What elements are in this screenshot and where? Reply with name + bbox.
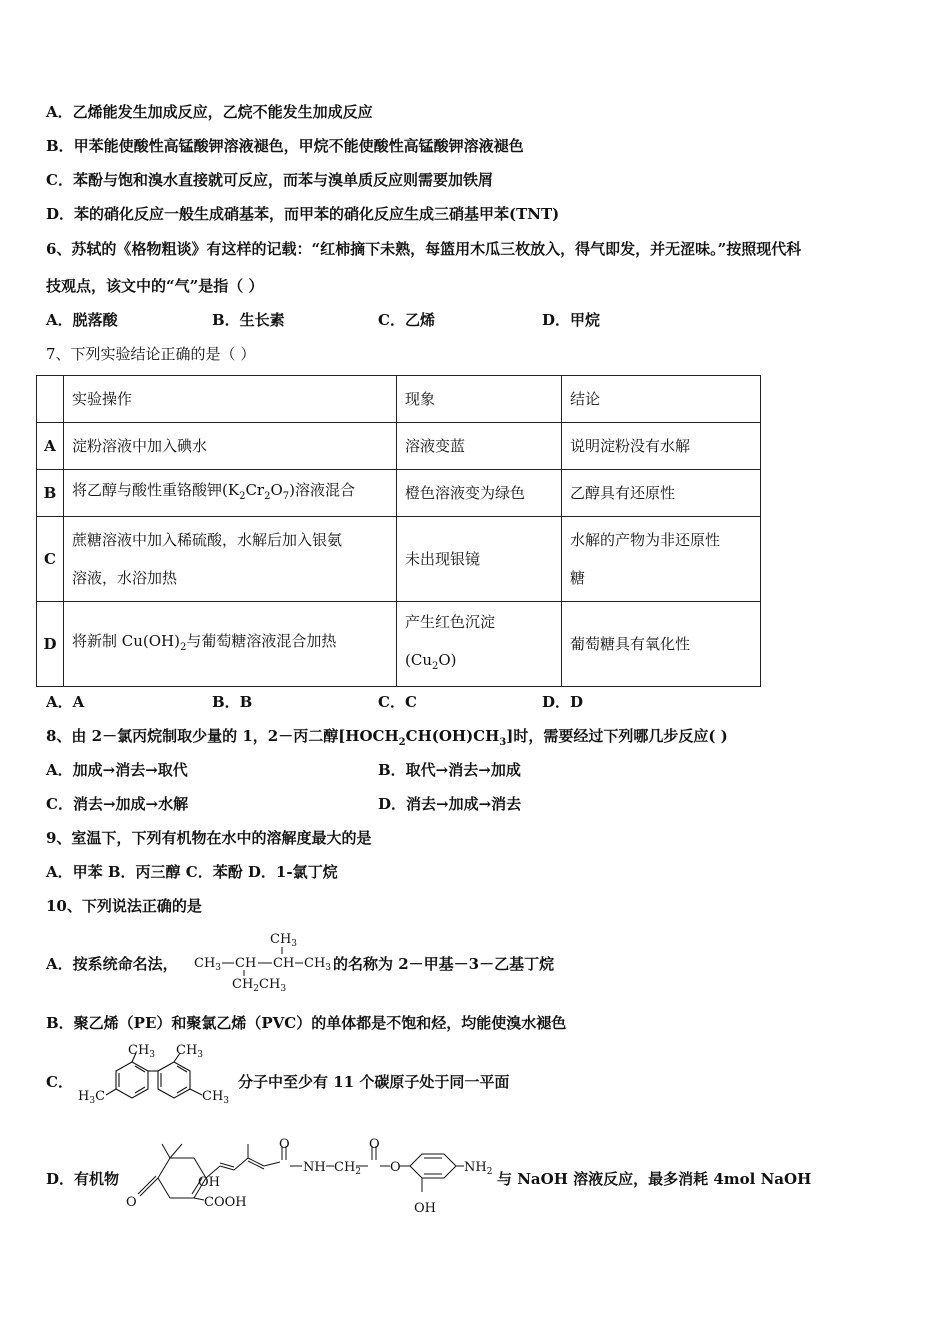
- struct-d-carbonyl-o-1: O: [279, 1137, 290, 1152]
- q10-option-a-suffix: 的名称为 2－甲基－3－乙基丁烷: [333, 955, 555, 973]
- struct-d-carbonyl-o-2: O: [369, 1137, 380, 1152]
- row-phenomenon: 橙色溶液变为绿色: [397, 470, 562, 517]
- struct-d-ch2: $CH_2$: [334, 1160, 362, 1177]
- table-row: [37, 602, 761, 687]
- row-phenomenon: 产生红色沉淀 $(Cu_2O)$: [397, 602, 562, 687]
- table-row: [37, 470, 761, 517]
- q10-option-c-prefix: C．: [46, 1073, 73, 1091]
- struct-a-left-ch3: $CH_3$: [194, 956, 222, 973]
- table-row: [37, 423, 761, 470]
- struct-d-bonds: [138, 1144, 464, 1200]
- q10-a-structure: [190, 928, 335, 994]
- struct-c-h3c: $H_3C$: [78, 1089, 106, 1106]
- q7-option-a: A．A: [46, 693, 85, 711]
- struct-d-nh2: $NH_2$: [464, 1160, 493, 1177]
- struct-a-ch-1: CH: [235, 956, 257, 971]
- q5-option-c: C．苯酚与饱和溴水直接就可反应，而苯与溴单质反应则需要加铁屑: [46, 171, 493, 189]
- q8-option-b: B．取代→消去→加成: [378, 761, 521, 779]
- row-operation: 淀粉溶液中加入碘水: [64, 423, 397, 470]
- struct-c-ch3-1: $CH_3$: [128, 1043, 156, 1060]
- q10-option-d-prefix: D．有机物: [46, 1170, 120, 1188]
- struct-d-oh-1: OH: [198, 1175, 220, 1190]
- struct-a-ch-2: CH: [273, 956, 295, 971]
- struct-c-ch3-3: $CH_3$: [202, 1089, 230, 1106]
- q10-option-a-prefix: A．按系统命名法，: [46, 955, 178, 973]
- row-conclusion: 乙醇具有还原性: [562, 470, 761, 517]
- q10-c-structure: [76, 1040, 236, 1108]
- table-header-phenomenon: 现象: [397, 376, 562, 423]
- struct-c-ch3-2: $CH_3$: [176, 1043, 204, 1060]
- struct-a-ethyl: $CH_2CH_3$: [232, 977, 287, 994]
- table-header-conclusion: 结论: [562, 376, 761, 423]
- q6-option-d: D．甲烷: [542, 311, 601, 329]
- q5-option-a: A．乙烯能发生加成反应，乙烷不能发生加成反应: [46, 103, 373, 121]
- q9-options: A．甲苯 B．丙三醇 C．苯酚 D．1-氯丁烷: [46, 863, 338, 881]
- row-label: A: [37, 423, 64, 470]
- row-conclusion: 说明淀粉没有水解: [562, 423, 761, 470]
- row-label: C: [37, 517, 64, 602]
- q8-stem: 8、由 2－氯丙烷制取少量的 1，2－丙二醇$[HOCH_2CH(OH)CH_3]$时，需要经过下列哪几步反应( ): [46, 727, 728, 748]
- q6-option-c: C．乙烯: [378, 311, 435, 329]
- q6-option-a: A．脱落酸: [46, 311, 118, 329]
- struct-d-ketone-o: O: [126, 1195, 137, 1210]
- q7-stem: 7、下列实验结论正确的是（ ）: [46, 345, 256, 363]
- q8-option-c: C．消去→加成→水解: [46, 795, 189, 813]
- q6-stem-line2: 技观点，该文中的“气”是指（ ）: [46, 277, 264, 295]
- row-operation: 将新制 $Cu(OH)_2$与葡萄糖溶液混合加热: [64, 602, 397, 687]
- q10-stem: 10、下列说法正确的是: [46, 897, 202, 915]
- q10-option-c-suffix: 分子中至少有 11 个碳原子处于同一平面: [238, 1073, 510, 1091]
- q7-table: [36, 375, 761, 687]
- q7-option-c: C．C: [378, 693, 417, 711]
- row-operation: 蔗糖溶液中加入稀硫酸，水解后加入银氨 溶液，水浴加热: [64, 517, 397, 602]
- q7-option-d: D．D: [542, 693, 584, 711]
- q10-option-b: B．聚乙烯（PE）和聚氯乙烯（PVC）的单体都是不饱和烃，均能使溴水褪色: [46, 1014, 567, 1032]
- q6-stem-line1: 6、苏轼的《格物粗谈》有这样的记载：“红柿摘下未熟，每篮用木瓜三枚放入，得气即发，并无涩味。”按照现代科: [46, 240, 802, 258]
- q8-option-d: D．消去→加成→消去: [378, 795, 522, 813]
- q10-d-structure: [122, 1136, 494, 1220]
- struct-d-ester-o: O: [390, 1160, 401, 1175]
- row-conclusion: 水解的产物为非还原性 糖: [562, 517, 761, 602]
- row-operation: 将乙醇与酸性重铬酸钾$(K_2Cr_2O_7)$溶液混合: [64, 470, 397, 517]
- table-header-operation: 实验操作: [64, 376, 397, 423]
- table-header-label: [37, 376, 64, 423]
- q6-option-b: B．生长素: [212, 311, 285, 329]
- row-label: D: [37, 602, 64, 687]
- struct-d-nh: NH: [303, 1160, 326, 1175]
- q7-option-b: B．B: [212, 693, 253, 711]
- struct-d-oh-2: OH: [414, 1201, 436, 1216]
- q8-option-a: A．加成→消去→取代: [46, 761, 188, 779]
- row-label: B: [37, 470, 64, 517]
- table-header-row: [37, 376, 761, 423]
- struct-a-right-ch3: $CH_3$: [304, 956, 332, 973]
- struct-a-top-ch3: $CH_3$: [270, 932, 298, 949]
- q5-option-d: D．苯的硝化反应一般生成硝基苯，而甲苯的硝化反应生成三硝基甲苯(TNT): [46, 205, 560, 223]
- row-conclusion: 葡萄糖具有氧化性: [562, 602, 761, 687]
- q10-option-d-suffix: 与 NaOH 溶液反应，最多消耗 4mol NaOH: [497, 1170, 812, 1188]
- q5-option-b: B．甲苯能使酸性高锰酸钾溶液褪色，甲烷不能使酸性高锰酸钾溶液褪色: [46, 137, 524, 155]
- row-phenomenon: 溶液变蓝: [397, 423, 562, 470]
- table-row: [37, 517, 761, 602]
- row-phenomenon: 未出现银镜: [397, 517, 562, 602]
- struct-d-cooh: COOH: [204, 1195, 247, 1210]
- q9-stem: 9、室温下，下列有机物在水中的溶解度最大的是: [46, 829, 372, 847]
